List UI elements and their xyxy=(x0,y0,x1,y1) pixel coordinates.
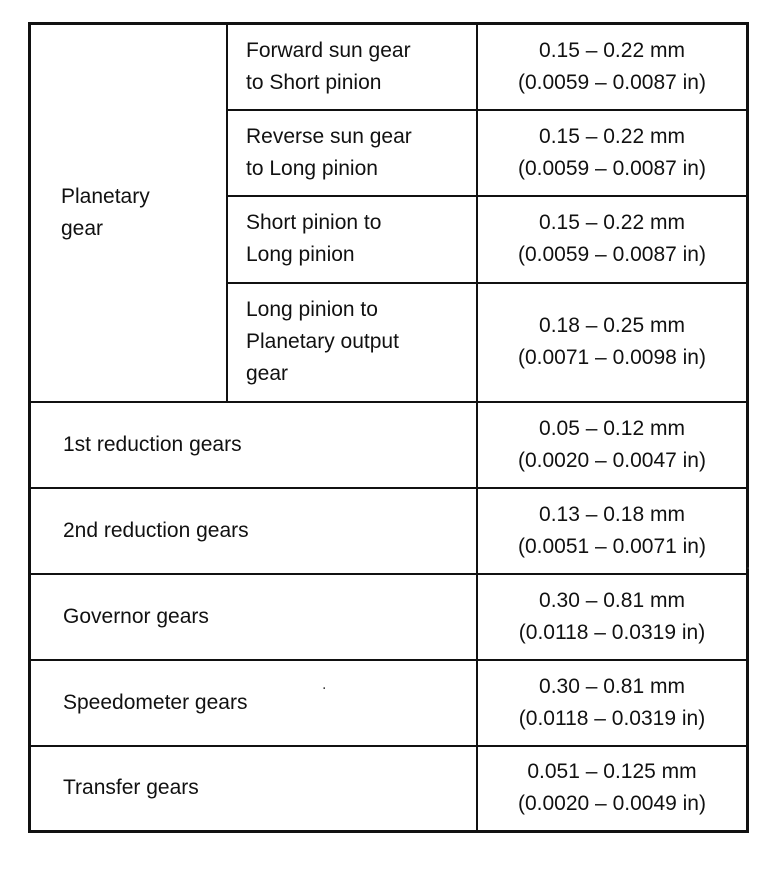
table-row xyxy=(30,402,748,488)
group-label-line: gear xyxy=(61,216,104,240)
clearance-cell xyxy=(477,574,748,660)
part-label-line: Forward sun gear xyxy=(246,38,411,62)
clearance-mm: 0.15 – 0.22 mm xyxy=(539,211,685,234)
part-label-line: Short pinion to xyxy=(246,211,382,234)
clearance-mm: 0.15 – 0.22 mm xyxy=(539,38,685,62)
clearance-in: (0.0059 – 0.0087 in) xyxy=(518,156,706,180)
clearance-cell xyxy=(477,283,748,402)
clearance-mm: 0.051 – 0.125 mm xyxy=(527,760,697,784)
part-cell: 2nd reduction gears xyxy=(30,488,478,574)
clearance-in: (0.0118 – 0.0319 in) xyxy=(518,706,706,730)
clearance-mm: 0.15 – 0.22 mm xyxy=(539,124,685,148)
clearance-cell xyxy=(477,196,748,283)
scan-speck: ⋅ xyxy=(322,680,327,696)
clearance-in: (0.0020 – 0.0047 in) xyxy=(518,448,706,472)
clearance-mm: 0.13 – 0.18 mm xyxy=(539,502,685,526)
part-cell: Transfer gears xyxy=(30,746,478,832)
part-cell: Speedometer gears xyxy=(30,660,478,746)
part-label-line: to Short pinion xyxy=(246,70,382,94)
scan-speck: ⋅ xyxy=(746,560,751,576)
clearance-cell xyxy=(477,488,748,574)
group-label-line: Planetary xyxy=(61,184,150,208)
table-row xyxy=(30,488,748,574)
part-cell: 1st reduction gears xyxy=(30,402,478,488)
part-cell xyxy=(227,283,477,402)
clearance-cell xyxy=(477,110,748,196)
table-row xyxy=(30,574,748,660)
clearance-cell xyxy=(477,24,748,110)
planetary-gear-group-cell xyxy=(30,24,228,402)
clearance-in: (0.0059 – 0.0087 in) xyxy=(518,243,706,266)
clearance-mm: 0.18 – 0.25 mm xyxy=(539,314,685,337)
clearance-cell xyxy=(477,660,748,746)
part-label-line: Long pinion xyxy=(246,243,355,266)
clearance-in: (0.0059 – 0.0087 in) xyxy=(518,70,706,94)
part-label-line: Planetary output xyxy=(246,330,399,353)
clearance-cell xyxy=(477,746,748,832)
part-cell: Governor gears xyxy=(30,574,478,660)
clearance-in: (0.0118 – 0.0319 in) xyxy=(518,620,706,644)
part-cell xyxy=(227,110,477,196)
clearance-in: (0.0071 – 0.0098 in) xyxy=(518,346,706,369)
part-cell xyxy=(227,24,477,110)
clearance-in: (0.0051 – 0.0071 in) xyxy=(518,534,706,558)
part-label-line: Reverse sun gear xyxy=(246,124,412,148)
part-label-line: Long pinion to xyxy=(246,298,378,321)
part-label-line: to Long pinion xyxy=(246,156,378,180)
part-cell xyxy=(227,196,477,283)
clearance-mm: 0.30 – 0.81 mm xyxy=(539,674,685,698)
clearance-mm: 0.05 – 0.12 mm xyxy=(539,416,685,440)
clearance-cell xyxy=(477,402,748,488)
table-row xyxy=(30,24,748,110)
table-row xyxy=(30,746,748,832)
part-label-line: gear xyxy=(246,362,289,385)
clearance-mm: 0.30 – 0.81 mm xyxy=(539,588,685,612)
table-row xyxy=(30,660,748,746)
clearance-in: (0.0020 – 0.0049 in) xyxy=(518,792,706,816)
gear-backlash-table xyxy=(28,22,749,833)
